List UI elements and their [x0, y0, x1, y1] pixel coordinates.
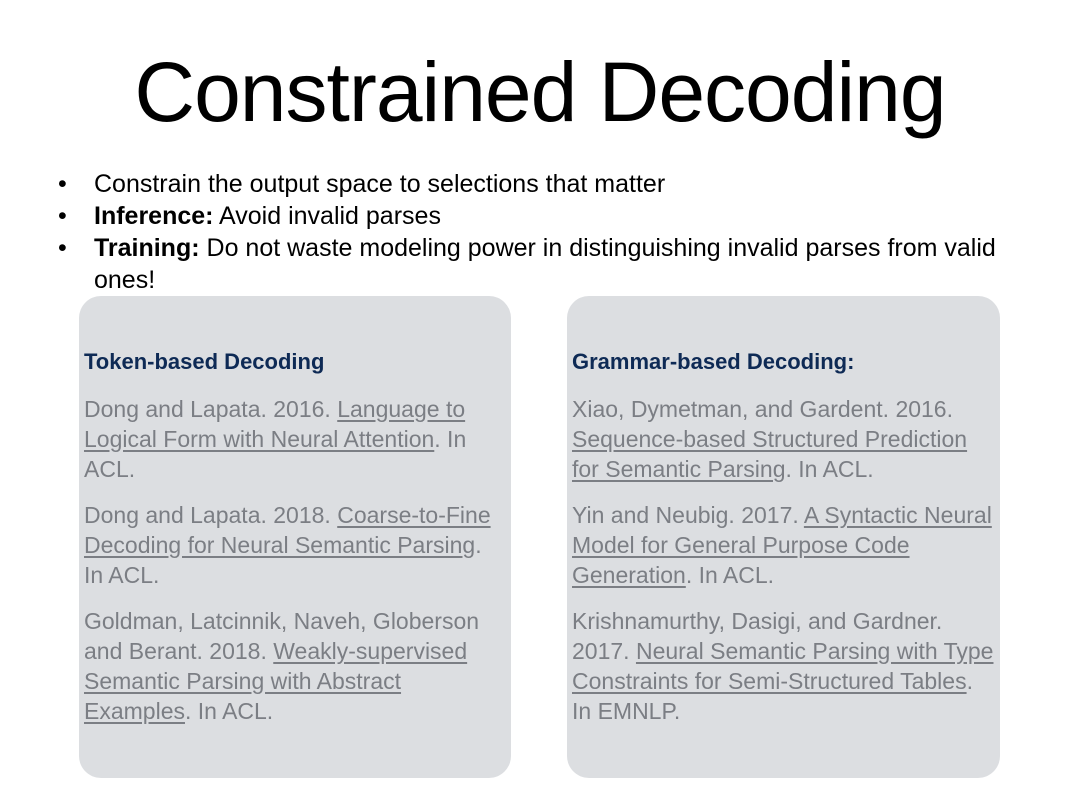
reference-venue: . In ACL. [84, 532, 482, 588]
bullet-text: Constrain the output space to selections that matter [94, 170, 666, 198]
reference-authors: Yin and Neubig. 2017. [572, 502, 804, 528]
grammar-based-card [567, 296, 1000, 778]
reference-item [84, 394, 505, 484]
bullet-dot: • [58, 170, 67, 198]
bullet-item [58, 232, 1018, 296]
reference-venue: . In ACL. [184, 698, 274, 724]
reference-item [572, 394, 994, 484]
reference-authors: Goldman, Latcinnik, Naveh, Globerson and Berant. 2018. [84, 608, 480, 664]
paper-link[interactable]: Sequence-based Structured Prediction for Semantic Parsing [572, 426, 968, 482]
paper-link[interactable]: Neural Semantic Parsing with Type Constraints for Semi-Structured Tables [572, 638, 994, 694]
bullet-bold-label: Inference: [94, 202, 214, 230]
bullet-bold-label: Training: [94, 234, 200, 262]
card-heading: Grammar-based Decoding: [572, 349, 855, 374]
reference-authors: Dong and Lapata. 2016. [84, 396, 338, 422]
reference-item [84, 500, 505, 590]
reference-authors: Krishnamurthy, Dasigi, and Gardner. 2017. [572, 608, 943, 664]
bullet-list [58, 168, 1018, 296]
bullet-text: Do not waste modeling power in distinguishing invalid parses from valid ones! [94, 234, 996, 294]
reference-item [572, 606, 994, 726]
paper-link[interactable]: A Syntactic Neural Model for General Purpose Code Generation [572, 502, 992, 588]
bullet-item [58, 168, 1018, 200]
reference-item [84, 606, 505, 726]
paper-link[interactable]: Weakly-supervised Semantic Parsing with Abstract Examples [84, 638, 468, 724]
token-based-card [79, 296, 511, 778]
reference-item [572, 500, 994, 590]
reference-authors: Dong and Lapata. 2018. [84, 502, 338, 528]
reference-venue: . In ACL. [785, 456, 874, 482]
slide-title: Constrained Decoding [134, 45, 946, 139]
reference-venue: . In ACL. [685, 562, 775, 588]
bullet-text: Avoid invalid parses [213, 202, 441, 230]
reference-authors: Xiao, Dymetman, and Gardent. 2016. [572, 396, 953, 422]
card-heading: Token-based Decoding [84, 349, 325, 374]
paper-link[interactable]: Coarse-to-Fine Decoding for Neural Semantic Parsing [84, 502, 491, 558]
reference-venue: . In EMNLP. [572, 668, 973, 724]
bullet-item [58, 200, 1018, 232]
bullet-dot: • [58, 202, 67, 230]
paper-link[interactable]: Language to Logical Form with Neural Attention [84, 396, 466, 452]
reference-venue: . In ACL. [84, 426, 467, 482]
bullet-dot: • [58, 234, 67, 262]
